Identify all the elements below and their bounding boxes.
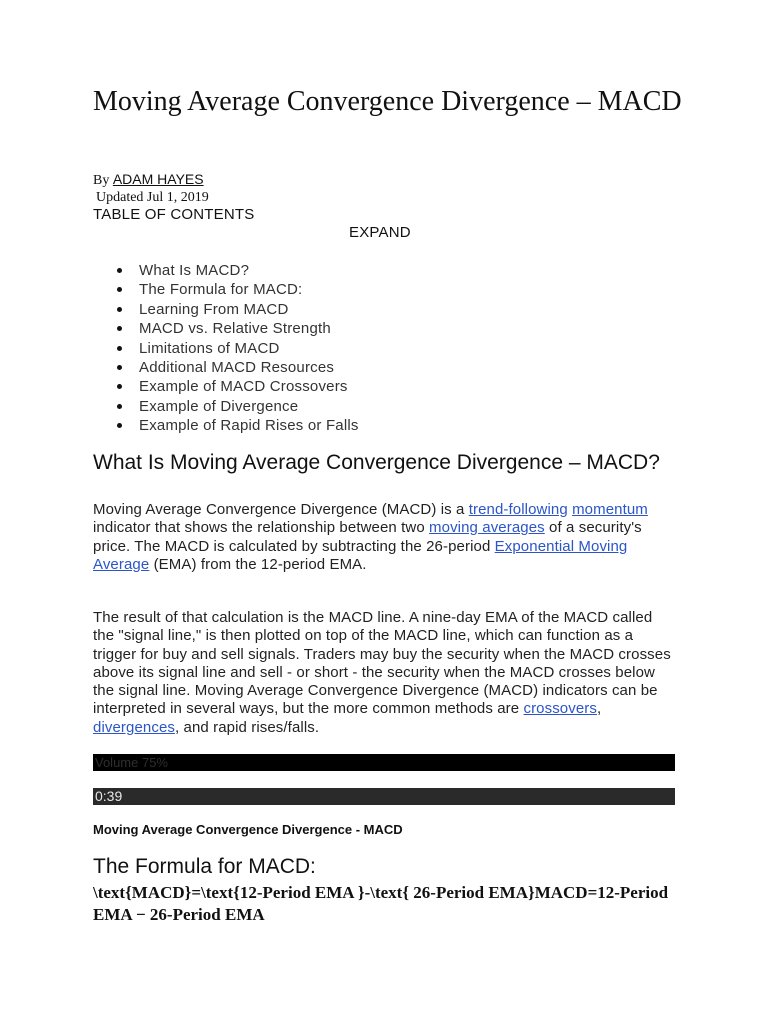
toc-item-rapid-rises[interactable]: Example of Rapid Rises or Falls [117,416,359,435]
section-heading-formula: The Formula for MACD: [93,855,316,878]
link-trend-following[interactable]: trend-following [468,501,568,518]
toc-item-formula[interactable]: The Formula for MACD: [117,280,359,299]
text-run: indicator that shows the relationship between two [93,519,430,537]
byline-prefix: By [93,173,110,188]
section-heading-what-is-macd: What Is Moving Average Convergence Divergence – MACD? [93,451,660,474]
author-link[interactable]: ADAM HAYES [112,171,204,187]
toc-label: TABLE OF CONTENTS [93,206,255,223]
toc-item-macd-vs-rsi[interactable]: MACD vs. Relative Strength [117,319,359,338]
video-volume-bar[interactable] [93,754,675,771]
signal-line-paragraph [93,609,673,737]
text-run: , and rapid rises/falls. [174,718,320,736]
video-caption: Moving Average Convergence Divergence - MACD [93,822,403,837]
text-run: , [597,700,602,718]
toc-expand-button[interactable]: EXPAND [349,224,411,241]
video-time: 0:39 [95,788,123,804]
toc-item-learning[interactable]: Learning From MACD [117,300,359,319]
video-time-bar[interactable] [93,788,675,805]
updated-date: Updated Jul 1, 2019 [96,190,209,205]
text-run: (EMA) from the 12-period EMA. [149,555,367,573]
macd-formula: \text{MACD}=\text{12-Period EMA }-\text{ 26-Period EMA}MACD=12-Period EMA − 26-Period EMA [93,883,669,924]
intro-paragraph [93,501,673,574]
link-crossovers[interactable]: crossovers [523,700,597,718]
toc-item-crossovers[interactable]: Example of MACD Crossovers [117,377,359,396]
article-title: Moving Average Convergence Divergence – MACD [93,86,682,117]
volume-label: Volume 75% [95,755,168,770]
toc-item-divergence[interactable]: Example of Divergence [117,397,359,416]
text-run: Moving Average Convergence Divergence (MACD) is a [93,501,469,518]
byline [93,171,204,189]
link-momentum[interactable]: momentum [572,501,648,518]
toc-list [117,261,359,436]
toc-item-limitations[interactable]: Limitations of MACD [117,339,359,358]
text-run: The result of that calculation is the MACD line. A nine-day EMA of the MACD called the "signal line," is then plotted on top of the MACD line, which can function as a trigger for buy and sell signals. Traders may buy the security when the MACD crosses above its signal line and sell - or short - the security when the MACD crosses below the signal line. Moving Average Convergence Divergence (MACD) indicators can be interpreted in several ways, but the more common methods are [93,609,671,718]
toc-item-what-is-macd[interactable]: What Is MACD? [117,261,359,280]
link-ema[interactable]: Exponential Moving Average [93,537,628,573]
text-run: of a security's price. The MACD is calculated by subtracting the 26-period [93,519,642,555]
link-divergences[interactable]: divergences [93,718,175,736]
toc-item-resources[interactable]: Additional MACD Resources [117,358,359,377]
link-moving-averages[interactable]: moving averages [429,519,545,537]
